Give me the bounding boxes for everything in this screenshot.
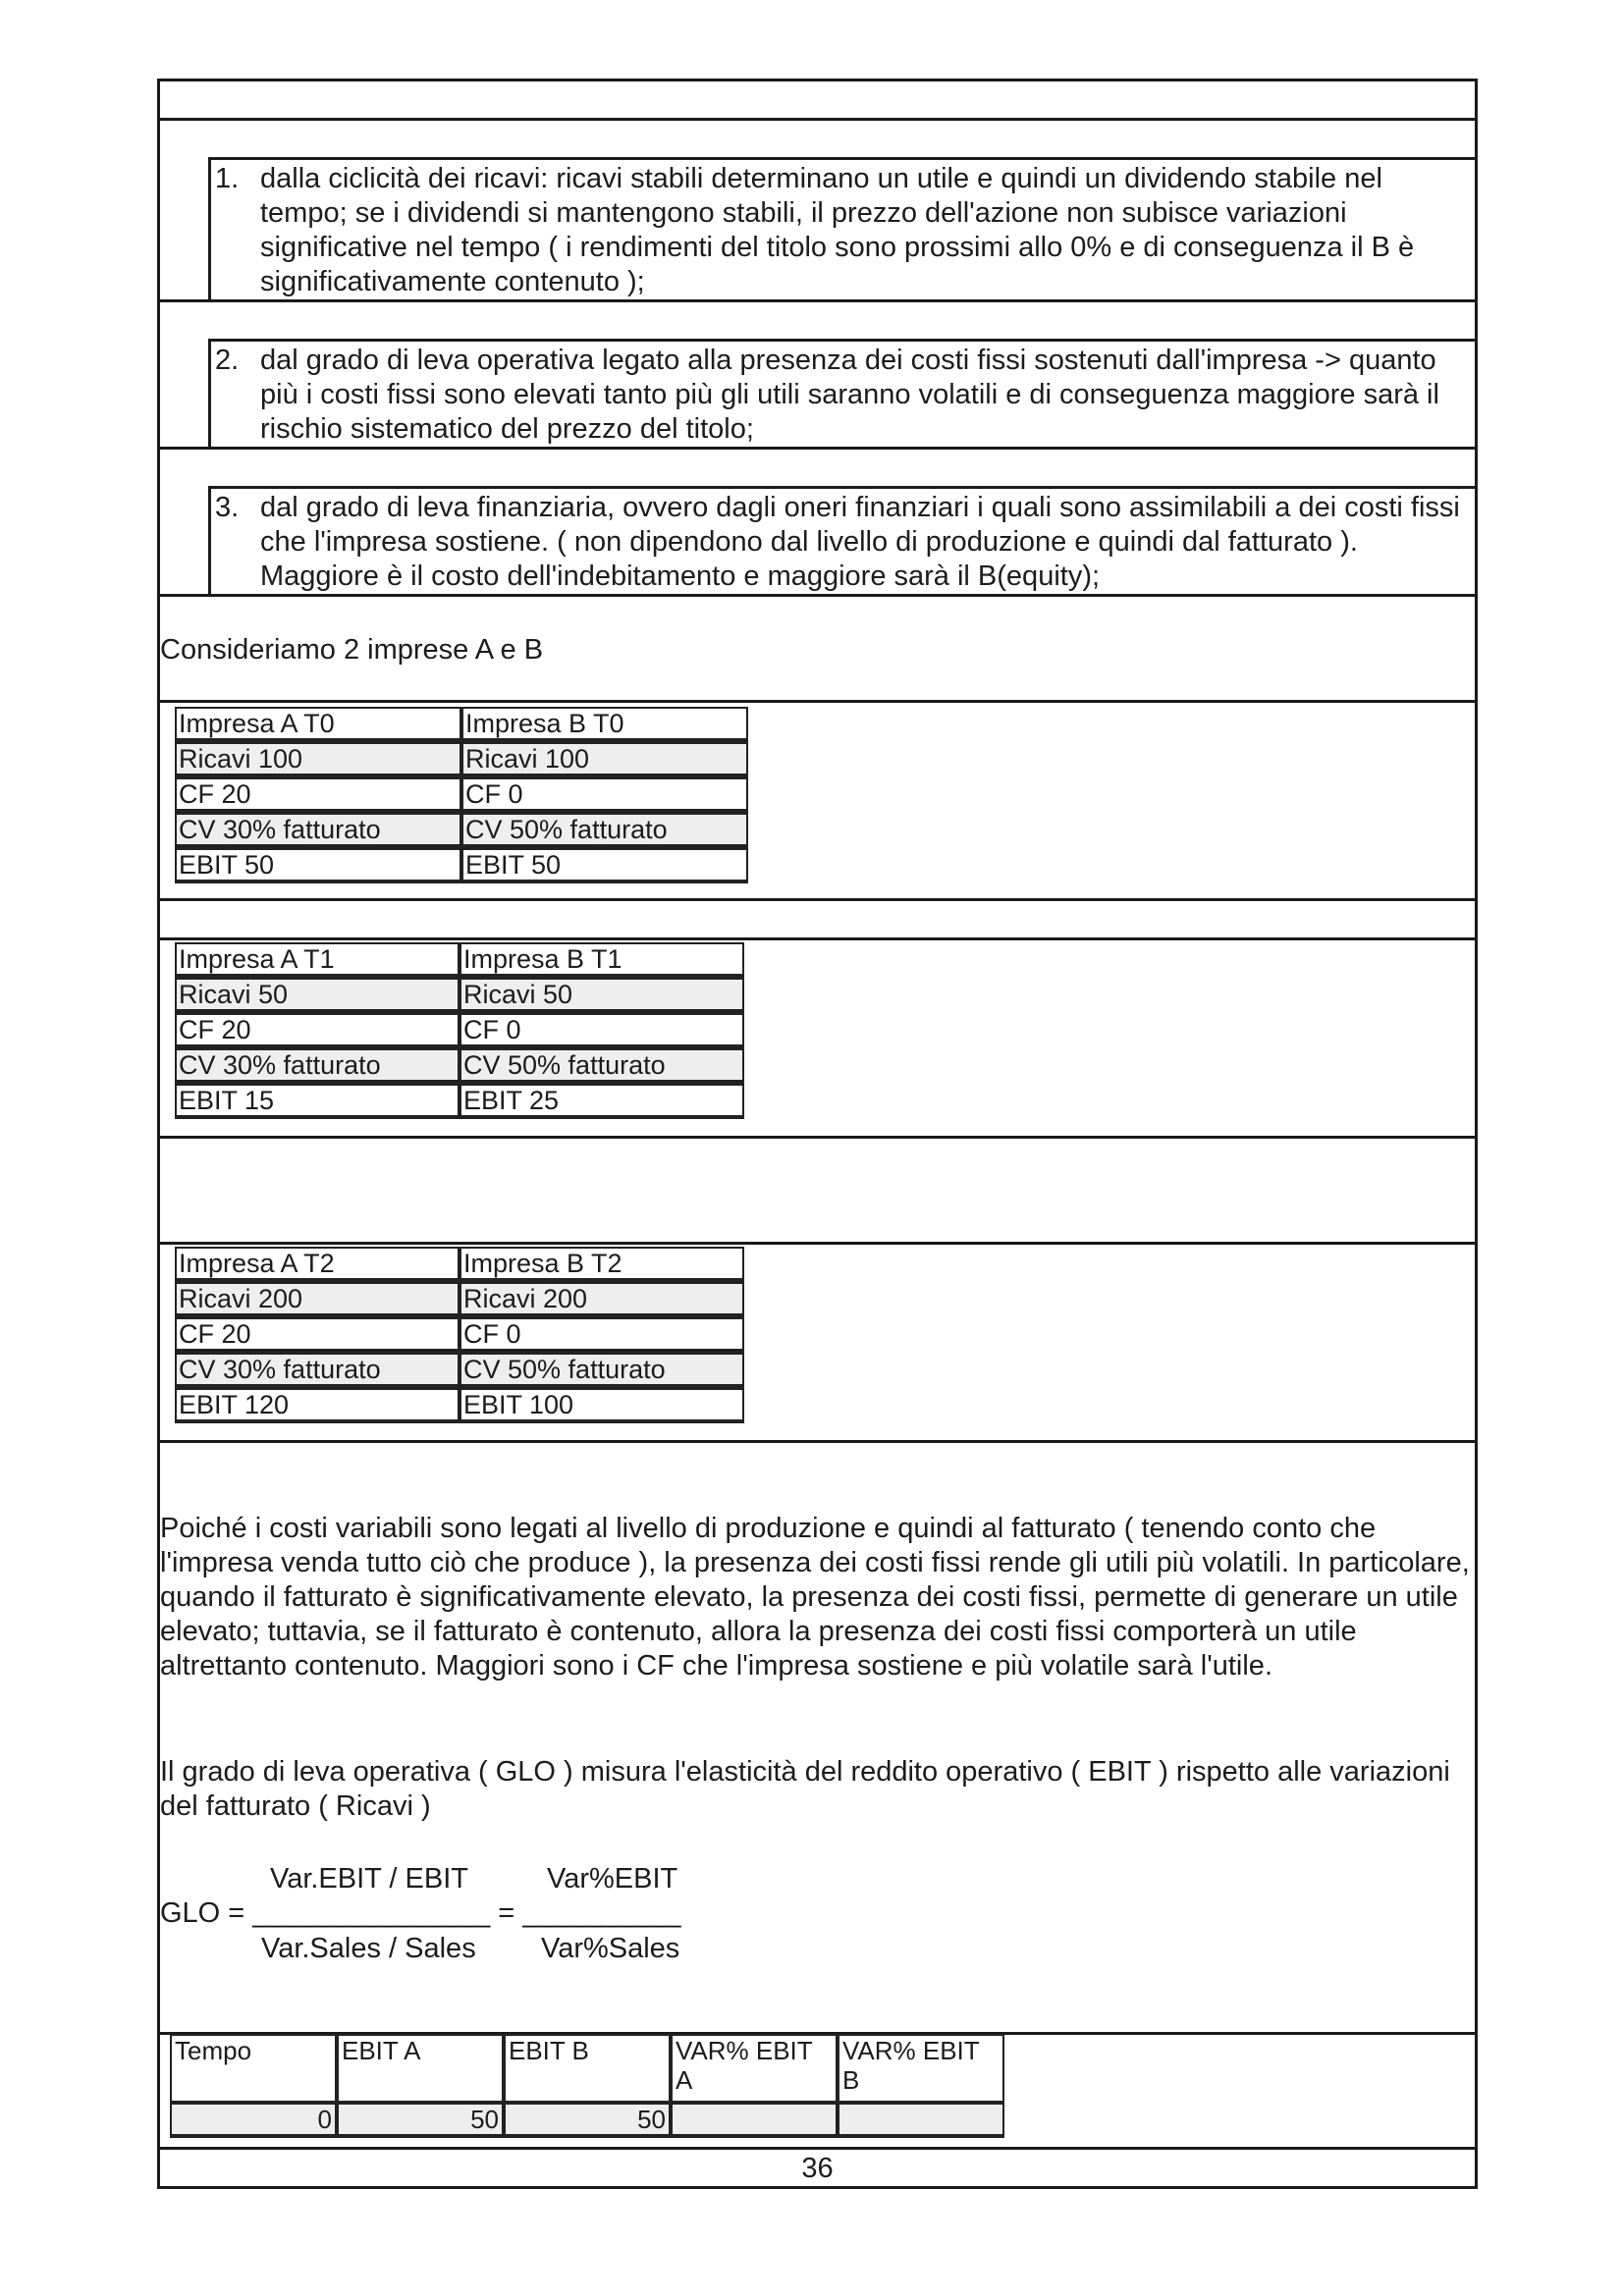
table-row xyxy=(175,978,744,1013)
header-cell: Tempo xyxy=(170,2034,337,2103)
table-cell: CF 0 xyxy=(460,1317,744,1353)
list-text: dalla ciclicità dei ricavi: ricavi stabili determinano un utile e quindi un dividendo stabile nel tempo; se i dividendi si mantengono stabili, il prezzo dell'azione non subisce variazioni significative nel tempo ( i rendimenti del titolo sono prossimi allo 0% e di conseguenza il B è significativamente contenuto ); xyxy=(260,163,1415,297)
table-cell: Ricavi 200 xyxy=(175,1282,460,1317)
paragraph: Il grado di leva operativa ( GLO ) misura l'elasticità del reddito operativo ( EBIT ) rispetto alle variazioni del fatturato ( Ricavi ) xyxy=(160,1756,1450,1822)
divider xyxy=(157,937,1478,940)
list-text: dal grado di leva finanziaria, ovvero dagli oneri finanziari i quali sono assimilabili a dei costi fissi che l'impresa sostiene. ( non dipendono dal livello di produzione e quindi dal fatturato ). Maggiore è il costo dell'indebitamento e maggiore sarà il B(equity); xyxy=(260,492,1460,592)
paragraph: Poiché i costi variabili sono legati al livello di produzione e quindi al fatturato ( tenendo conto che l'impresa venda tutto ciò che produce ), la presenza dei costi fissi rende gli utili più volatili. In particolare, quando il fatturato è significativamente elevato, la presenza dei costi fissi, permette di generare un utile elevato; tuttavia, se il fatturato è contenuto, allora la presenza dei costi fissi comporterà un utile altrettanto contenuto. Maggiori sono i CF che l'impresa sostiene e più volatile sarà l'utile. xyxy=(160,1513,1470,1682)
table-row xyxy=(175,1282,744,1317)
table-cell: EBIT 25 xyxy=(460,1084,744,1119)
table-cell: 50 xyxy=(337,2103,504,2138)
list-number: 2. xyxy=(215,345,240,376)
formula-denominator-right: Var%Sales xyxy=(541,1933,680,1964)
divider xyxy=(157,1242,1478,1245)
table-cell xyxy=(838,2103,1004,2138)
table-cell: EBIT 100 xyxy=(460,1388,744,1423)
table-row xyxy=(175,1247,744,1282)
table-row xyxy=(175,813,748,848)
header-cell: VAR% EBIT A xyxy=(671,2034,838,2103)
table-cell xyxy=(671,2103,838,2138)
table-cell: CF 20 xyxy=(175,1013,460,1048)
table-row xyxy=(175,1013,744,1048)
list-item xyxy=(208,157,1478,302)
table-cell: CV 50% fatturato xyxy=(461,813,748,848)
table-cell: Ricavi 50 xyxy=(460,978,744,1013)
table-cell: CF 0 xyxy=(460,1013,744,1048)
table-cell: 50 xyxy=(504,2103,671,2138)
divider xyxy=(157,2147,1478,2150)
table-row xyxy=(175,707,748,742)
table-row xyxy=(175,1084,744,1119)
table-cell: CV 30% fatturato xyxy=(175,1353,460,1388)
table-cell: Ricavi 50 xyxy=(175,978,460,1013)
divider xyxy=(157,898,1478,901)
table-row xyxy=(175,848,748,883)
table-row xyxy=(175,942,744,978)
divider xyxy=(157,1440,1478,1443)
list-text: dal grado di leva operativa legato alla presenza dei costi fissi sostenuti dall'impresa -> quanto più i costi fissi sono elevati tanto più gli utili saranno volatili e di conseguenza maggiore sarà il rischio sistematico del prezzo del titolo; xyxy=(260,345,1439,445)
table-cell: CV 30% fatturato xyxy=(175,813,461,848)
list-item xyxy=(208,486,1478,597)
table-cell: 0 xyxy=(170,2103,337,2138)
table-row xyxy=(175,777,748,813)
table-cell: Impresa A T2 xyxy=(175,1247,460,1282)
header-cell: EBIT B xyxy=(504,2034,671,2103)
table-cell: CF 20 xyxy=(175,1317,460,1353)
table-cell: Impresa B T0 xyxy=(461,707,748,742)
table-row xyxy=(175,1048,744,1084)
table-cell: CV 50% fatturato xyxy=(460,1048,744,1084)
list-item xyxy=(208,339,1478,450)
data-table xyxy=(175,942,744,1119)
table-cell: CF 0 xyxy=(461,777,748,813)
page-number: 36 xyxy=(801,2153,834,2184)
list-number: 1. xyxy=(215,163,240,194)
table-cell: EBIT 50 xyxy=(175,848,461,883)
variation-table xyxy=(170,2034,1004,2138)
table-cell: CV 30% fatturato xyxy=(175,1048,460,1084)
table-cell: Impresa A T1 xyxy=(175,942,460,978)
formula-denominator-left: Var.Sales / Sales xyxy=(261,1933,476,1964)
table-cell: Ricavi 200 xyxy=(460,1282,744,1317)
table-cell: Impresa A T0 xyxy=(175,707,461,742)
data-table xyxy=(175,1247,744,1423)
formula-numerator-right: Var%EBIT xyxy=(547,1863,678,1895)
divider xyxy=(157,1136,1478,1139)
list-number: 3. xyxy=(215,492,240,523)
table-cell: Ricavi 100 xyxy=(461,742,748,777)
table-cell: CF 20 xyxy=(175,777,461,813)
formula-line: GLO = _______________ = __________ xyxy=(160,1897,681,1929)
header-cell: VAR% EBIT B xyxy=(838,2034,1004,2103)
table-cell: Impresa B T1 xyxy=(460,942,744,978)
table-cell: CV 50% fatturato xyxy=(460,1353,744,1388)
intro-text: Consideriamo 2 imprese A e B xyxy=(160,634,544,666)
table-row xyxy=(175,742,748,777)
table-row xyxy=(175,1353,744,1388)
table-cell: Impresa B T2 xyxy=(460,1247,744,1282)
table-cell: EBIT 50 xyxy=(461,848,748,883)
table-row xyxy=(175,1317,744,1353)
divider xyxy=(157,118,1478,121)
header-cell: EBIT A xyxy=(337,2034,504,2103)
data-table xyxy=(175,707,748,883)
table-cell: Ricavi 100 xyxy=(175,742,461,777)
divider xyxy=(157,700,1478,703)
table-cell: EBIT 15 xyxy=(175,1084,460,1119)
table-row xyxy=(175,1388,744,1423)
table-cell: EBIT 120 xyxy=(175,1388,460,1423)
formula-numerator-left: Var.EBIT / EBIT xyxy=(270,1863,468,1895)
